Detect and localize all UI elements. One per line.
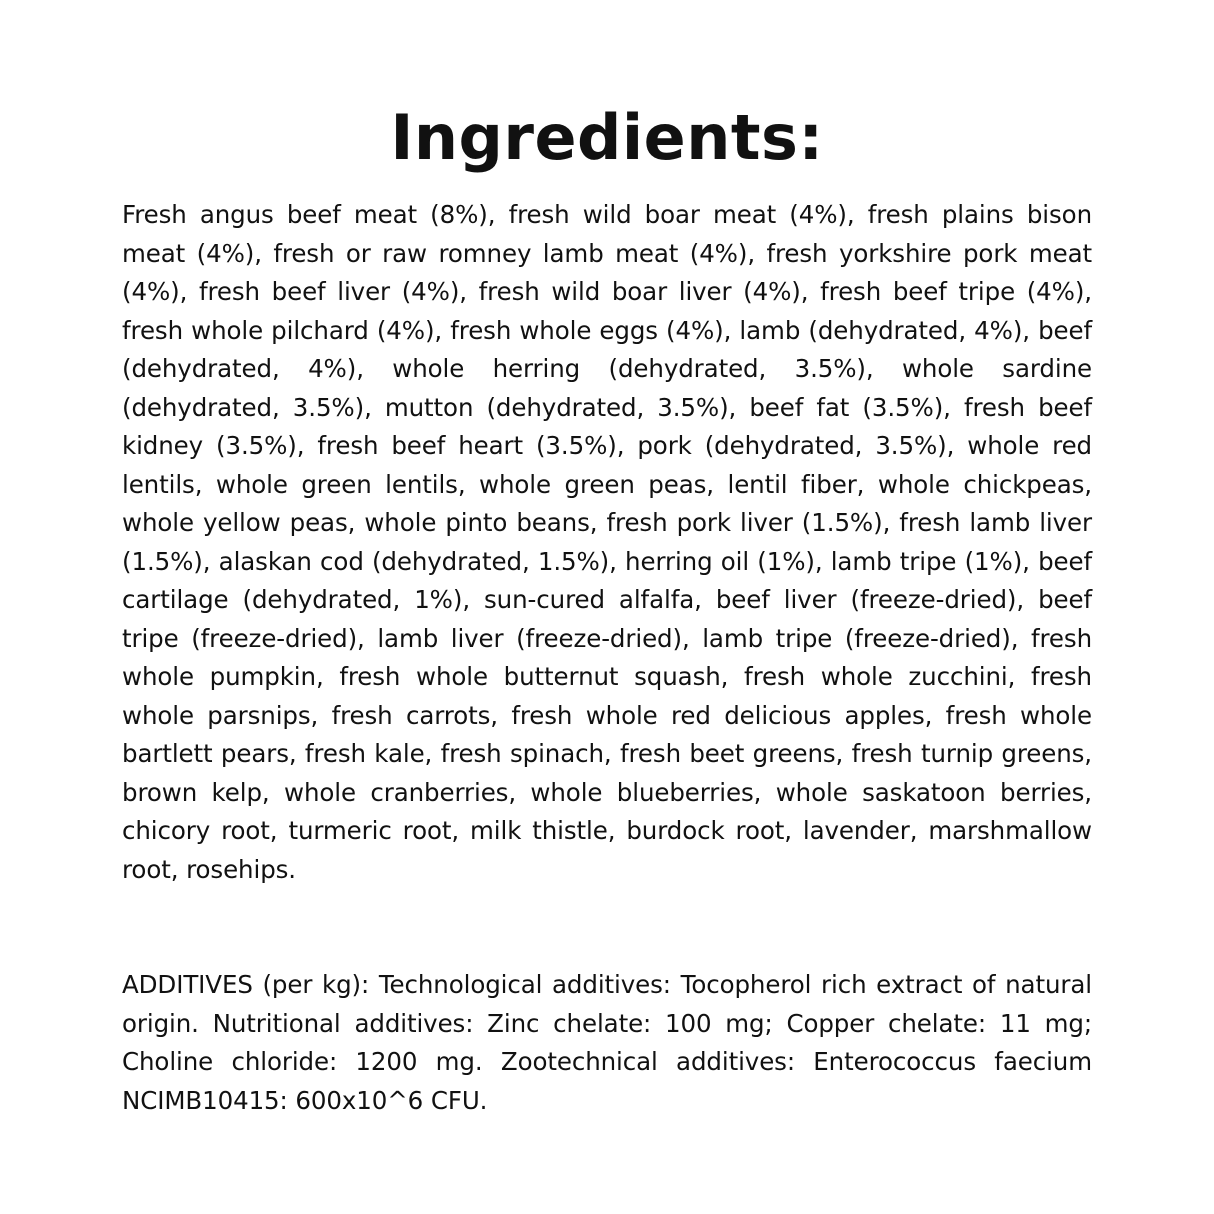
ingredients-list: Fresh angus beef meat (8%), fresh wild boar meat (4%), fresh plains bison meat (4%), fresh or raw romney lamb meat (4%), fresh yorkshire pork meat (4%), fresh beef liver (4%), fresh wild boar liver (4%), fresh beef tripe (4%), fresh whole pilchard (4%), fresh whole eggs (4%), lamb (dehydrated, 4%), beef (dehydrated, 4%), whole herring (dehydrated, 3.5%), whole sardine (dehydrated, 3.5%), mutton (dehydrated, 3.5%), beef fat (3.5%), fresh beef kidney (3.5%), fresh beef heart (3.5%), pork (dehydrated, 3.5%), whole red lentils, whole green lentils, whole green peas, lentil fiber, whole chickpeas, whole yellow peas, whole pinto beans, fresh pork liver (1.5%), fresh lamb liver (1.5%), alaskan cod (dehydrated, 1.5%), herring oil (1%), lamb tripe (1%), beef cartilage (dehydrated, 1%), sun-cured alfalfa, beef liver (freeze-dried), beef tripe (freeze-dried), lamb liver (freeze-dried), lamb tripe (freeze-dried), fresh whole pumpkin, fresh whole butternut squash, fresh whole zucchini, fresh whole parsnips, fresh carrots, fresh whole red delicious apples, fresh whole bartlett pears, fresh kale, fresh spinach, fresh beet greens, fresh turnip greens, brown kelp, whole cranberries, whole blueberries, whole saskatoon berries, chicory root, turmeric root, milk thistle, burdock root, lavender, marshmallow root, rosehips. bbox=[122, 200, 1092, 884]
additives-list: ADDITIVES (per kg): Technological additives: Tocopherol rich extract of natural origin. Nutritional additives: Zinc chelate: 100 mg; Copper chelate: 11 mg; Choline chloride: 1200 mg. Zootechnical additives: Enterococcus faecium NCIMB10415: 600x10^6 CFU. bbox=[122, 970, 1092, 1115]
page-title: Ingredients: bbox=[390, 101, 824, 174]
